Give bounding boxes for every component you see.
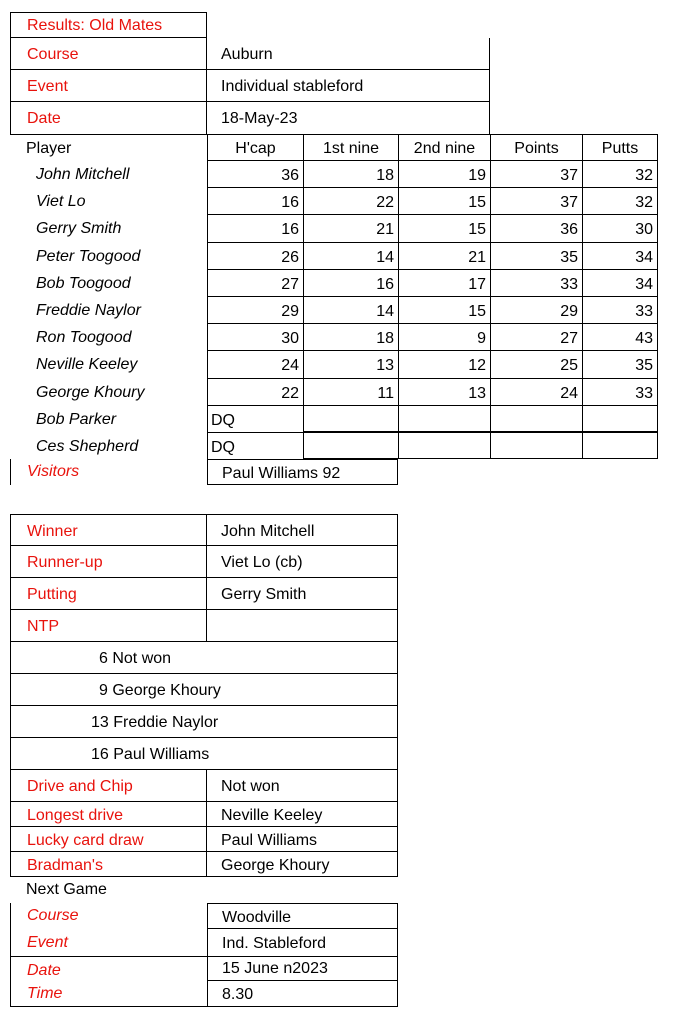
putting-label: Putting [10,578,207,610]
table-row-putts: 43 [582,323,658,350]
ntp-hole-result: 6 Not won [10,642,398,674]
date-label: Date [10,102,207,134]
table-row-player: Neville Keeley [36,356,138,373]
table-row-second: 13 [398,378,490,405]
table-row-second: 12 [398,350,490,378]
header-first-nine: 1st nine [303,134,398,160]
drive-and-chip-value: Not won [207,770,398,802]
dq-row-empty-cell [582,405,658,432]
table-row-points: 37 [490,160,582,187]
table-row-second: 9 [398,323,490,350]
table-row-putts: 33 [582,378,658,405]
table-row-player: Bob Toogood [36,275,131,292]
ntp-hole-result: 16 Paul Williams [10,738,398,770]
table-row-player: George Khoury [36,384,145,401]
runner-up-label: Runner-up [10,546,207,578]
next-game-heading: Next Game [26,881,107,898]
table-row-first: 16 [303,269,398,296]
next-course-label: Course [10,903,207,929]
table-row-hcap: 29 [207,296,303,323]
next-event-label: Event [10,929,207,956]
table-row-player: John Mitchell [36,166,130,183]
event-label: Event [10,70,207,102]
table-row-player: Ron Toogood [36,329,132,346]
table-row-points: 29 [490,296,582,323]
table-row-hcap: 24 [207,350,303,378]
table-row-putts: 34 [582,242,658,269]
table-row-player: Viet Lo [36,193,86,210]
visitors-value: Paul Williams 92 [207,459,398,485]
course-label: Course [10,38,207,70]
winner-label: Winner [10,514,207,546]
table-row-points: 36 [490,214,582,242]
ntp-hole-result: 13 Freddie Naylor [10,706,398,738]
ntp-hole-result: 9 George Khoury [10,674,398,706]
table-row-second: 15 [398,214,490,242]
table-row-player: Freddie Naylor [36,302,141,319]
header-second-nine: 2nd nine [398,134,490,160]
runner-up-value: Viet Lo (cb) [207,546,398,578]
table-row-second: 15 [398,187,490,214]
table-row-second: 17 [398,269,490,296]
table-row-points: 37 [490,187,582,214]
lucky-card-draw-label: Lucky card draw [10,827,207,852]
table-row-hcap: 16 [207,187,303,214]
table-row-points: 35 [490,242,582,269]
header-points: Points [490,134,582,160]
table-row-putts: 32 [582,160,658,187]
winner-value: John Mitchell [207,514,398,546]
table-row-putts: 30 [582,214,658,242]
ntp-label: NTP [10,610,207,642]
next-date-label: Date [10,956,207,981]
table-row-second: 21 [398,242,490,269]
next-time-value: 8.30 [207,981,398,1007]
date-value: 18-May-23 [207,102,490,134]
header-hcap: H'cap [207,134,303,160]
drive-and-chip-label: Drive and Chip [10,770,207,802]
event-value: Individual stableford [207,70,490,102]
table-row-first: 14 [303,242,398,269]
sheet-title: Results: Old Mates [10,12,207,38]
next-course-value: Woodville [207,903,398,929]
table-row-putts: 35 [582,350,658,378]
dq-row-empty-cell [490,432,582,459]
table-row-hcap: 16 [207,214,303,242]
table-row-hcap: 30 [207,323,303,350]
dq-row-empty-cell [398,405,490,432]
table-row-first: 22 [303,187,398,214]
table-row-hcap: 27 [207,269,303,296]
bradmans-value: George Khoury [207,852,398,877]
dq-row-empty-cell [398,432,490,459]
table-row-putts: 33 [582,296,658,323]
dq-row-player: Bob Parker [36,411,117,428]
bradmans-label: Bradman's [10,852,207,877]
table-row-points: 25 [490,350,582,378]
table-row-hcap: 22 [207,378,303,405]
table-row-player: Gerry Smith [36,220,122,237]
longest-drive-label: Longest drive [10,802,207,827]
dq-row-status: DQ [207,405,303,432]
table-row-first: 18 [303,323,398,350]
lucky-card-draw-value: Paul Williams [207,827,398,852]
table-row-putts: 34 [582,269,658,296]
dq-row-player: Ces Shepherd [36,438,139,455]
table-row-putts: 32 [582,187,658,214]
header-player: Player [10,134,207,160]
dq-row-empty-cell [303,432,398,459]
table-row-points: 24 [490,378,582,405]
longest-drive-value: Neville Keeley [207,802,398,827]
table-row-points: 33 [490,269,582,296]
table-row-player: Peter Toogood [36,248,141,265]
table-row-first: 18 [303,160,398,187]
table-row-second: 15 [398,296,490,323]
next-date-value: 15 June n2023 [207,956,398,981]
table-row-points: 27 [490,323,582,350]
ntp-empty-cell [207,610,398,642]
putting-value: Gerry Smith [207,578,398,610]
table-row-first: 21 [303,214,398,242]
table-row-hcap: 26 [207,242,303,269]
next-time-label: Time [10,981,207,1007]
next-event-value: Ind. Stableford [207,929,398,956]
dq-row-status: DQ [207,432,303,459]
header-putts: Putts [582,134,658,160]
table-row-second: 19 [398,160,490,187]
dq-row-empty-cell [582,432,658,459]
course-value: Auburn [207,38,490,70]
visitors-label: Visitors [10,459,207,485]
table-row-first: 11 [303,378,398,405]
table-row-first: 13 [303,350,398,378]
table-row-hcap: 36 [207,160,303,187]
dq-row-empty-cell [303,405,398,432]
table-row-first: 14 [303,296,398,323]
dq-row-empty-cell [490,405,582,432]
